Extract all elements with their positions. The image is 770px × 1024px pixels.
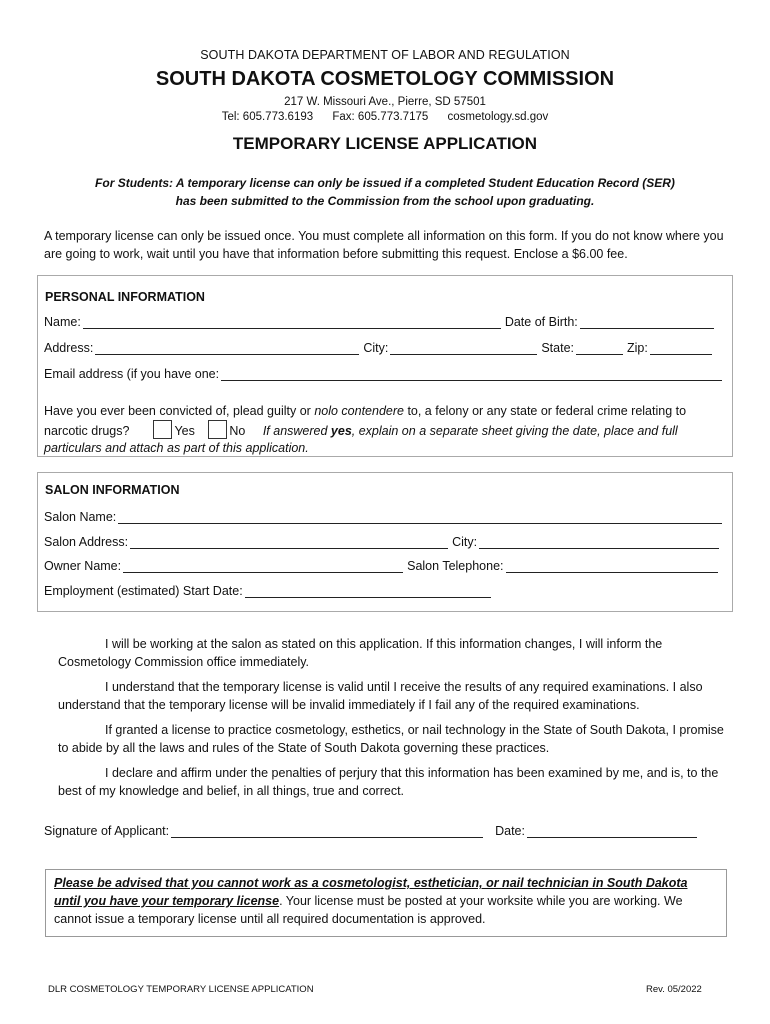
statement-2: I understand that the temporary license is valid until I receive the results of any required examinations. I also understand that the temporary license will be invalid immediately if I fail any of the required examinations. xyxy=(58,680,703,712)
owner-label: Owner Name: xyxy=(44,559,122,573)
date-label: Date: xyxy=(495,824,525,838)
dob-label: Date of Birth: xyxy=(504,315,578,329)
yes-checkbox[interactable] xyxy=(153,420,172,439)
salon-phone-field[interactable] xyxy=(506,560,718,573)
owner-row xyxy=(44,559,718,573)
if-answered-text xyxy=(263,424,678,438)
dob-field[interactable] xyxy=(580,316,714,329)
salon-city-label: City: xyxy=(452,535,478,549)
salon-city-field[interactable] xyxy=(479,536,719,549)
salon-name-row xyxy=(44,510,722,524)
no-label: No xyxy=(229,424,246,438)
no-checkbox[interactable] xyxy=(208,420,227,439)
signature-label: Signature of Applicant: xyxy=(44,824,170,838)
salon-phone-label: Salon Telephone: xyxy=(407,559,504,573)
footer-form-name: DLR COSMETOLOGY TEMPORARY LICENSE APPLICATION xyxy=(48,984,314,995)
address-field[interactable] xyxy=(95,342,359,355)
name-field[interactable] xyxy=(83,316,501,329)
email-field[interactable] xyxy=(221,368,722,381)
department-name: SOUTH DAKOTA DEPARTMENT OF LABOR AND REGULATION xyxy=(200,48,570,62)
address-row xyxy=(44,341,712,355)
signature-row xyxy=(44,824,697,838)
student-note-line-2: has been submitted to the Commission from the school upon graduating. xyxy=(175,194,595,208)
state-field[interactable] xyxy=(576,342,623,355)
email-row xyxy=(44,367,722,381)
warning-rest: . Your license must be posted at your worksite while you are working. We cannot issue a temporary license until all required documentation is approved. xyxy=(54,894,683,926)
zip-field[interactable] xyxy=(650,342,712,355)
warning-text xyxy=(54,874,714,928)
footer-revision: Rev. 05/2022 xyxy=(646,984,702,995)
state-label: State: xyxy=(541,341,575,355)
commission-name: SOUTH DAKOTA COSMETOLOGY COMMISSION xyxy=(155,68,615,90)
student-note-line-1: For Students: A temporary license can only be issued if a completed Student Education Record (SER) xyxy=(95,176,675,190)
narcotic-drugs-text: narcotic drugs? xyxy=(44,424,130,438)
conviction-text-a: Have you ever been convicted of, plead guilty or xyxy=(44,404,315,418)
warning-bold: Please be advised that you cannot work as a cosmetologist, esthetician, or nail technician in South Dakota until you have your temporary license xyxy=(54,876,688,908)
start-date-label: Employment (estimated) Start Date: xyxy=(44,584,243,598)
name-label: Name: xyxy=(44,315,81,329)
personal-info-title: PERSONAL INFORMATION xyxy=(45,290,205,304)
address-label: Address: xyxy=(44,341,94,355)
telephone: Tel: 605.773.6193 xyxy=(221,111,314,123)
salon-address-label: Salon Address: xyxy=(44,535,129,549)
salon-name-field[interactable] xyxy=(118,511,722,524)
form-title: TEMPORARY LICENSE APPLICATION xyxy=(232,134,538,153)
if-answered-b: , explain on a separate sheet giving the date, place and full xyxy=(351,424,678,438)
email-label: Email address (if you have one: xyxy=(44,367,220,381)
city-field[interactable] xyxy=(390,342,537,355)
nolo-contendere-text: nolo contendere xyxy=(314,404,404,418)
yes-label: Yes xyxy=(174,424,195,438)
fax: Fax: 605.773.7175 xyxy=(332,111,429,123)
signature-field[interactable] xyxy=(171,825,483,838)
student-note xyxy=(0,174,770,210)
if-answered-yes: yes xyxy=(330,424,352,438)
city-label: City: xyxy=(363,341,389,355)
website: cosmetology.sd.gov xyxy=(447,111,549,123)
date-field[interactable] xyxy=(527,825,697,838)
zip-label: Zip: xyxy=(627,341,648,355)
commission-address: 217 W. Missouri Ave., Pierre, SD 57501 xyxy=(284,96,486,108)
salon-info-title: SALON INFORMATION xyxy=(45,483,180,497)
contact-line xyxy=(0,111,770,123)
conviction-line-2 xyxy=(44,420,734,440)
intro-text: A temporary license can only be issued once. You must complete all information on this form. If you do not know where you are going to work, wait until you have that information before submitting this request. Enclose a $6.00 fee. xyxy=(44,229,724,261)
statement-1: I will be working at the salon as stated on this application. If this information changes, I will inform the Cosmetology Commission office immediately. xyxy=(58,637,663,669)
salon-address-row xyxy=(44,535,719,549)
conviction-question xyxy=(44,403,734,457)
salon-name-label: Salon Name: xyxy=(44,510,117,524)
name-row xyxy=(44,315,714,329)
start-date-field[interactable] xyxy=(245,585,491,598)
conviction-line-1 xyxy=(44,403,734,420)
start-date-row xyxy=(44,584,491,598)
salon-address-field[interactable] xyxy=(130,536,448,549)
if-answered-line-3: particulars and attach as part of this application. xyxy=(44,441,309,455)
statement-4: I declare and affirm under the penalties of perjury that this information has been examined by me, and is, to the best of my knowledge and belief, in all things, true and correct. xyxy=(58,766,719,798)
if-answered-a: If answered xyxy=(262,424,331,438)
owner-field[interactable] xyxy=(123,560,403,573)
statement-3: If granted a license to practice cosmetology, esthetics, or nail technology in the State of South Dakota, I promise to abide by all the laws and rules of the State of South Dakota governing these practices. xyxy=(58,723,724,755)
conviction-text-b: to, a felony or any state or federal crime relating to xyxy=(403,404,687,418)
